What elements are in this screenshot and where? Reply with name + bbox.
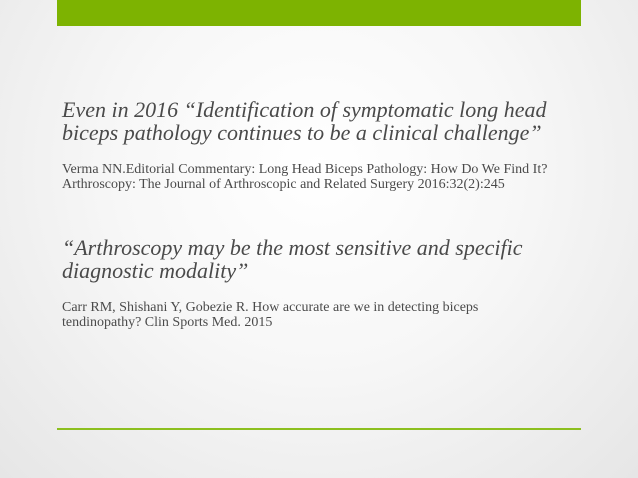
top-accent-bar: [57, 0, 581, 26]
bottom-divider-line: [57, 428, 581, 430]
quote-arthroscopy: “Arthroscopy may be the most sensitive and specific diagnostic modality”: [62, 235, 523, 283]
citation-verma: Verma NN.Editorial Commentary: Long Head Biceps Pathology: How Do We Find It? Arthroscopy: The Journal of Arthroscopic and Related Surgery 2016:32(2):245: [62, 162, 548, 192]
quote-2016: Even in 2016 “Identification of symptomatic long head biceps pathology continues to be a clinical challenge”: [62, 97, 547, 145]
citation-carr: Carr RM, Shishani Y, Gobezie R. How accurate are we in detecting biceps tendinopathy? Clin Sports Med. 2015: [62, 300, 479, 330]
slide-content: [62, 98, 602, 330]
